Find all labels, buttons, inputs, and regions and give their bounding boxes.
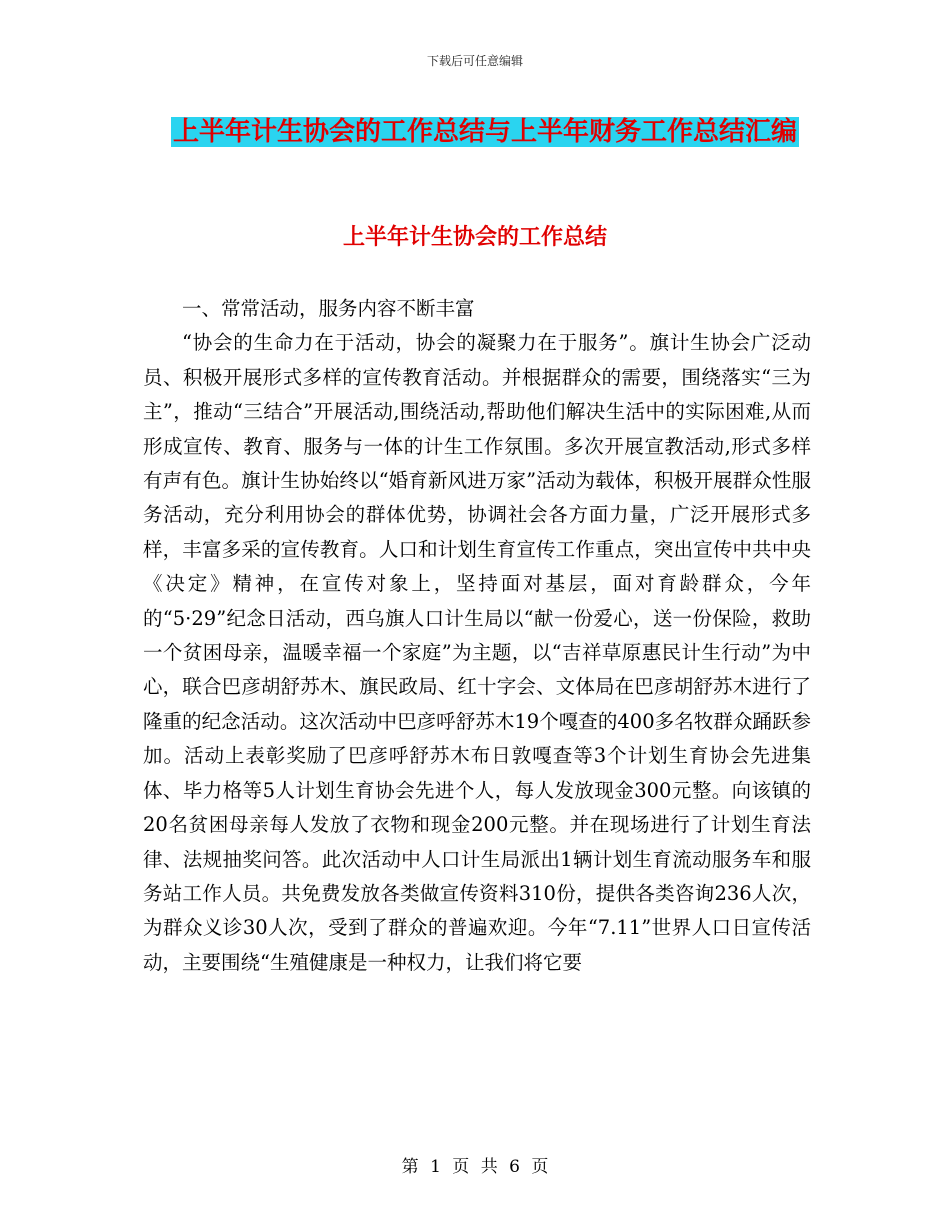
document-body — [143, 292, 811, 980]
section-title: 上半年计生协会的工作总结 — [342, 225, 607, 250]
document-title-text: 上半年计生协会的工作总结与上半年财务工作总结汇编 — [172, 117, 797, 147]
header-note: 下载后可任意编辑 — [426, 54, 523, 68]
heading-1: 一、常常活动，服务内容不断丰富 — [182, 297, 475, 320]
paragraph-1: “协会的生命力在于活动，协会的凝聚力在于服务”。旗计生协会广泛动员、积极开展形式多样的宣传教育活动。并根据群众的需要，围绕落实“三为主”，推动“三结合”开展活动,围绕活动,帮助他们解决生活中的实际困难,从而形成宣传、教育、服务与一体的计生工作氛围。多次开展宣教活动,形式多样有声有色。旗计生协始终以“婚育新风进万家”活动为载体，积极开展群众性服务活动，充分利用协会的群体优势，协调社会各方面力量，广泛开展形式多样，丰富多采的宣传教育。人口和计划生育宣传工作重点，突出宣传中共中央《决定》精神，在宣传对象上，坚持面对基层，面对育龄群众，今年的“5·29”纪念日活动，西乌旗人口计生局以“献一份爱心，送一份保险，救助一个贫困母亲，温暖幸福一个家庭”为主题，以“吉祥草原惠民计生行动”为中心，联合巴彦胡舒苏木、旗民政局、红十字会、文体局在巴彦胡舒苏木进行了隆重的纪念活动。这次活动中巴彦呼舒苏木19个嘎查的400多名牧群众踊跃参加。活动上表彰奖励了巴彦呼舒苏木布日敦嘎查等3个计划生育协会先进集体、毕力格等5人计划生育协会先进个人，每人发放现金300元整。向该镇的20名贫困母亲每人发放了衣物和现金200元整。并在现场进行了计划生育法律、法规抽奖问答。此次活动中人口计生局派出1辆计划生育流动服务车和服务站工作人员。共免费发放各类做宣传资料310份，提供各类咨询236人次，为群众义诊30人次，受到了群众的普遍欢迎。今年“7.11”世界人口日宣传活动，主要围绕“生殖健康是一种权力，让我们将它要 — [143, 331, 811, 974]
page-footer: 第 1 页 共 6 页 — [401, 1157, 549, 1177]
document-title — [150, 110, 820, 154]
